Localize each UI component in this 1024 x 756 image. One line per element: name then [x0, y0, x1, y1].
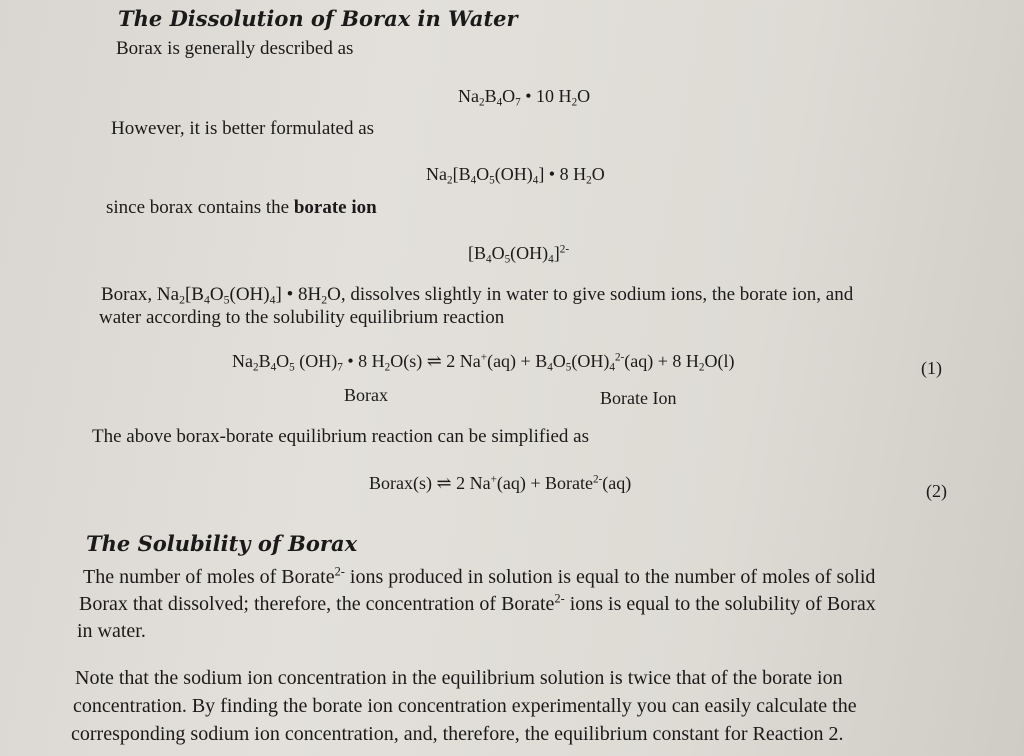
para-dissolves-line2: water according to the solubility equilibrium reaction	[99, 307, 505, 328]
however-text: However, it is better formulated as	[111, 118, 375, 139]
reaction-1: $Na_2B_4O_5$ $(OH)_7$ • 8 $H_2O(s)$ ⇌ 2 $Na^+(aq) + B_4O_5(OH)_4^{2-}(aq) + 8$ $H_2O(l)$	[232, 351, 735, 374]
formula-general: $Na_2B_4O_7$ • 10 $H_2O$	[458, 86, 591, 109]
since-prefix: since borax contains the	[106, 197, 294, 218]
solubility-para2-line2: concentration. By finding the borate ion concentration experimentally you can easily calculate the	[73, 695, 857, 717]
label-borate-ion: Borate Ion	[600, 388, 677, 408]
intro-text: Borax is generally described as	[116, 38, 354, 59]
label-borax: Borax	[344, 385, 388, 405]
formula-borate-ion: $[B_4O_5(OH)_4]^{2-}$	[468, 243, 570, 266]
reaction-2-number: (2)	[926, 481, 947, 501]
solubility-para2-line1: Note that the sodium ion concentration in the equilibrium solution is twice that of the borate ion	[75, 667, 843, 689]
reaction-2: Borax(s) ⇌ 2 Na+(aq) + Borate$^{2-}$(aq)	[369, 473, 632, 493]
solubility-para1-line1: The number of moles of Borate$^{2-}$ ions produced in solution is equal to the number of moles of solid	[83, 564, 876, 588]
solubility-para2-line3: corresponding sodium ion concentration, and, therefore, the equilibrium constant for Reaction 2.	[71, 723, 844, 745]
borate-ion-term: borate ion	[293, 197, 377, 218]
solubility-para1-line3: in water.	[77, 620, 146, 642]
reaction-1-number: (1)	[921, 358, 942, 378]
section-heading-solubility: The Solubility of Borax	[86, 531, 358, 556]
section-heading-dissolution: The Dissolution of Borax in Water	[118, 6, 518, 31]
simplify-text: The above borax-borate equilibrium reaction can be simplified as	[92, 426, 589, 447]
para-dissolves-line1: Borax, $Na_2[B_4O_5(OH)_4]$ • $8H_2O$, dissolves slightly in water to give sodium ions, the borate ion, and	[101, 284, 854, 307]
solubility-para1-line2: Borax that dissolved; therefore, the concentration of Borate$^{2-}$ ions is equal to the solubility of Borax	[79, 591, 876, 615]
formula-better: $Na_2[B_4O_5(OH)_4]$ • 8 $H_2O$	[426, 164, 605, 187]
since-text	[106, 197, 377, 219]
